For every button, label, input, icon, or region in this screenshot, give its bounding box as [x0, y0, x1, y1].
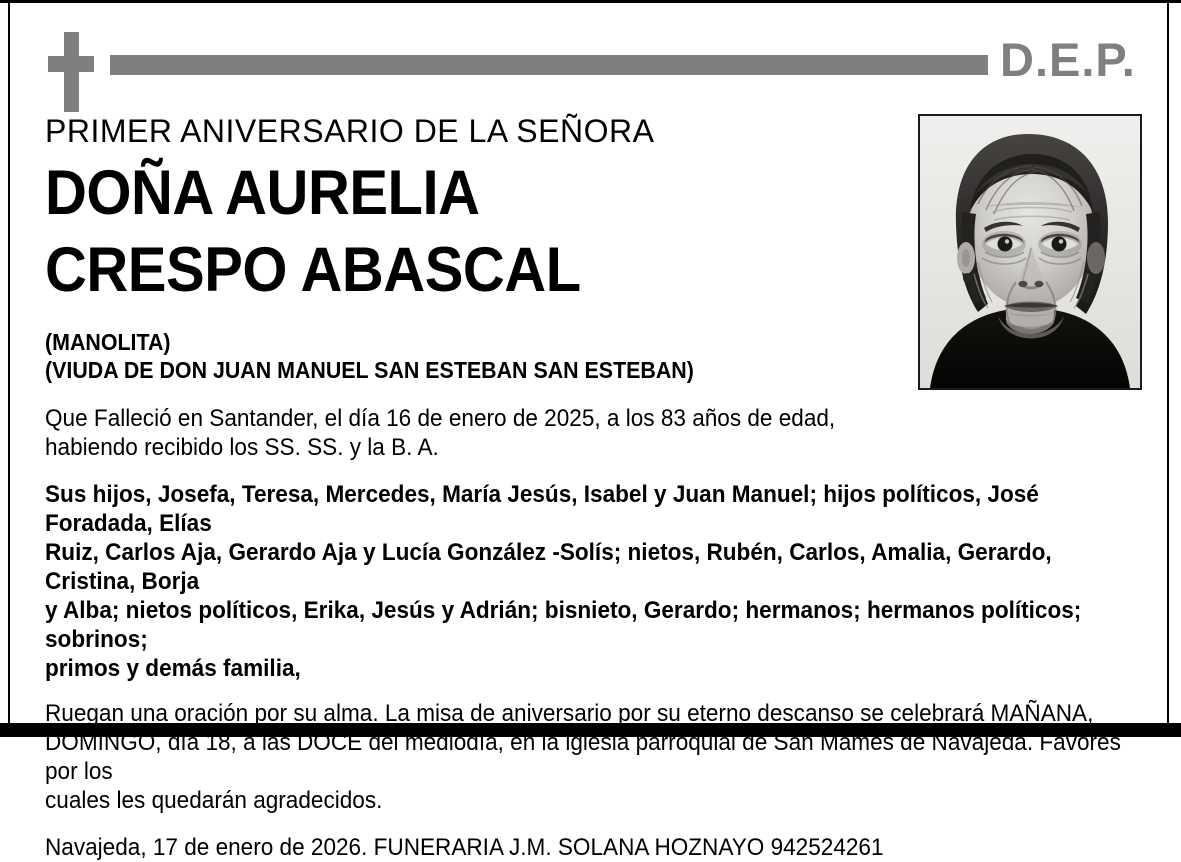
latin-cross-icon — [48, 32, 94, 112]
survivors-line-3: y Alba; nietos políticos, Erika, Jesús y Adrián; bisnieto, Gerardo; hermanos; hermanos políticos; sobrinos; — [45, 597, 1082, 653]
border-right — [1167, 0, 1169, 723]
header-divider-bar — [110, 55, 988, 75]
deceased-name-line-2: CRESPO ABASCAL — [45, 235, 581, 305]
rest-in-peace-abbreviation: D.E.P. — [1000, 33, 1136, 86]
survivors-line-1: Sus hijos, Josefa, Teresa, Mercedes, María Jesús, Isabel y Juan Manuel; hijos políticos, José Foradada, Elías — [45, 481, 1039, 537]
survivors-paragraph — [45, 480, 1135, 683]
survivors-line-2: Ruiz, Carlos Aja, Gerardo Aja y Lucía González -Solís; nietos, Rubén, Carlos, Amalia, Gerardo, Cristina, Borja — [45, 539, 1052, 595]
deceased-name-line-1: DOÑA AURELIA — [45, 158, 480, 228]
deceased-portrait-photo — [918, 114, 1142, 390]
death-information-paragraph — [45, 404, 1135, 462]
prayer-line-3: cuales les quedarán agradecidos. — [45, 787, 383, 814]
anniversary-kicker: PRIMER ANIVERSARIO DE LA SEÑORA — [45, 113, 655, 149]
border-top — [0, 0, 1181, 3]
cross-horizontal-bar — [48, 56, 94, 72]
prayer-and-mass-paragraph — [45, 699, 1135, 815]
border-left — [8, 0, 10, 723]
funeral-home-footer: Navajeda, 17 de enero de 2026. FUNERARIA J.M. SOLANA HOZNAYO 942524261 — [45, 834, 884, 861]
survivors-line-4: primos y demás familia, — [45, 655, 301, 682]
death-info-line-1: Que Falleció en Santander, el día 16 de enero de 2025, a los 83 años de edad, — [45, 405, 836, 432]
notice-header — [0, 22, 1181, 108]
deceased-alias: (MANOLITA) — [45, 329, 171, 355]
portrait-illustration — [920, 116, 1140, 388]
death-info-line-2: habiendo recibido los SS. SS. y la B. A. — [45, 434, 439, 461]
prayer-line-2: DOMINGO, día 18, a las DOCE del mediodía, en la iglesia parroquial de San Mamés de Navajeda. Favores por los — [45, 729, 1121, 785]
prayer-line-1: Ruegan una oración por su alma. La misa de aniversario por su eterno descanso se celebrará MAÑANA, — [45, 700, 1094, 727]
cross-vertical-bar — [64, 32, 79, 112]
deceased-spouse-reference: (VIUDA DE DON JUAN MANUEL SAN ESTEBAN SAN ESTEBAN) — [45, 357, 694, 383]
